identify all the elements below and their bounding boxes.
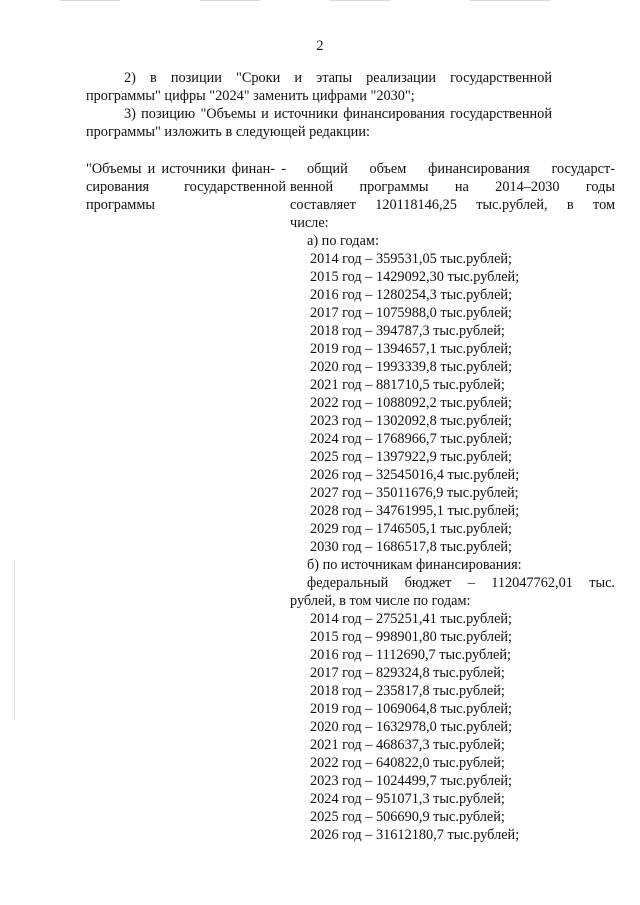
scan-edge-mark — [60, 0, 120, 1]
year-amount-line: 2030 год – 1686517,8 тыс.рублей; — [310, 539, 513, 555]
amendment-item-2 — [86, 69, 552, 105]
page-number: 2 — [316, 38, 324, 54]
paragraph-line: 2) в позиции "Сроки и этапы реализации государственной — [124, 70, 552, 86]
position-label-line: "Объемы и источники финан- - — [86, 161, 286, 177]
scan-margin-mark — [14, 560, 15, 720]
year-amount-line: 2020 год – 1993339,8 тыс.рублей; — [310, 359, 513, 375]
year-amount-line: 2025 год – 506690,9 тыс.рублей; — [310, 809, 505, 825]
year-amount-line: 2017 год – 829324,8 тыс.рублей; — [310, 665, 505, 681]
scan-edge-mark — [330, 0, 390, 1]
year-amount-line: 2025 год – 1397922,9 тыс.рублей; — [310, 449, 513, 465]
paragraph-line: 3) позицию "Объемы и источники финансирования государственной — [124, 106, 552, 122]
year-amount-line: 2021 год – 468637,3 тыс.рублей; — [310, 737, 505, 753]
year-amount-line: 2016 год – 1112690,7 тыс.рублей; — [310, 647, 511, 663]
by-years-heading: а) по годам: — [307, 233, 379, 249]
year-amount-line: 2026 год – 31612180,7 тыс.рублей; — [310, 827, 520, 843]
by-sources-heading: б) по источникам финансирования: — [307, 557, 522, 573]
year-amount-line: 2014 год – 359531,05 тыс.рублей; — [310, 251, 513, 267]
year-amount-line: 2016 год – 1280254,3 тыс.рублей; — [310, 287, 513, 303]
paragraph-line: программы" изложить в следующей редакции: — [86, 124, 370, 140]
year-amount-line: 2014 год – 275251,41 тыс.рублей; — [310, 611, 513, 627]
position-label-line: программы — [86, 197, 156, 213]
financing-details-column — [290, 160, 615, 844]
financing-intro-line: составляет 120118146,25 тыс.рублей, в том — [290, 197, 615, 213]
federal-budget-line: рублей, в том числе по годам: — [290, 593, 471, 609]
amendment-item-3 — [86, 105, 552, 141]
by-years-list — [290, 250, 615, 556]
scan-edge-mark — [470, 0, 550, 1]
financing-intro-line: числе: — [290, 215, 329, 231]
year-amount-line: 2019 год – 1394657,1 тыс.рублей; — [310, 341, 513, 357]
year-amount-line: 2018 год – 235817,8 тыс.рублей; — [310, 683, 505, 699]
year-amount-line: 2021 год – 881710,5 тыс.рублей; — [310, 377, 505, 393]
year-amount-line: 2023 год – 1302092,8 тыс.рублей; — [310, 413, 513, 429]
scan-edge-mark — [200, 0, 260, 1]
year-amount-line: 2020 год – 1632978,0 тыс.рублей; — [310, 719, 513, 735]
year-amount-line: 2019 год – 1069064,8 тыс.рублей; — [310, 701, 513, 717]
year-amount-line: 2015 год – 1429092,30 тыс.рублей; — [310, 269, 520, 285]
year-amount-line: 2028 год – 34761995,1 тыс.рублей; — [310, 503, 520, 519]
year-amount-line: 2015 год – 998901,80 тыс.рублей; — [310, 629, 513, 645]
year-amount-line: 2026 год – 32545016,4 тыс.рублей; — [310, 467, 520, 483]
paragraph-line: программы" цифры "2024" заменить цифрами "2030"; — [86, 88, 415, 104]
year-amount-line: 2022 год – 640822,0 тыс.рублей; — [310, 755, 505, 771]
year-amount-line: 2024 год – 951071,3 тыс.рублей; — [310, 791, 505, 807]
year-amount-line: 2017 год – 1075988,0 тыс.рублей; — [310, 305, 513, 321]
year-amount-line: 2023 год – 1024499,7 тыс.рублей; — [310, 773, 513, 789]
financing-intro-line: общий объем финансирования государст- — [307, 161, 615, 177]
year-amount-line: 2024 год – 1768966,7 тыс.рублей; — [310, 431, 513, 447]
year-amount-line: 2029 год – 1746505,1 тыс.рублей; — [310, 521, 513, 537]
position-label-column — [86, 160, 286, 214]
federal-by-years-list — [290, 610, 615, 844]
financing-intro-line: венной программы на 2014–2030 годы — [290, 179, 615, 195]
federal-budget-line: федеральный бюджет – 112047762,01 тыс. — [307, 575, 615, 591]
year-amount-line: 2018 год – 394787,3 тыс.рублей; — [310, 323, 505, 339]
year-amount-line: 2022 год – 1088092,2 тыс.рублей; — [310, 395, 513, 411]
year-amount-line: 2027 год – 35011676,9 тыс.рублей; — [310, 485, 519, 501]
position-label-line: сирования государственной — [86, 179, 286, 195]
